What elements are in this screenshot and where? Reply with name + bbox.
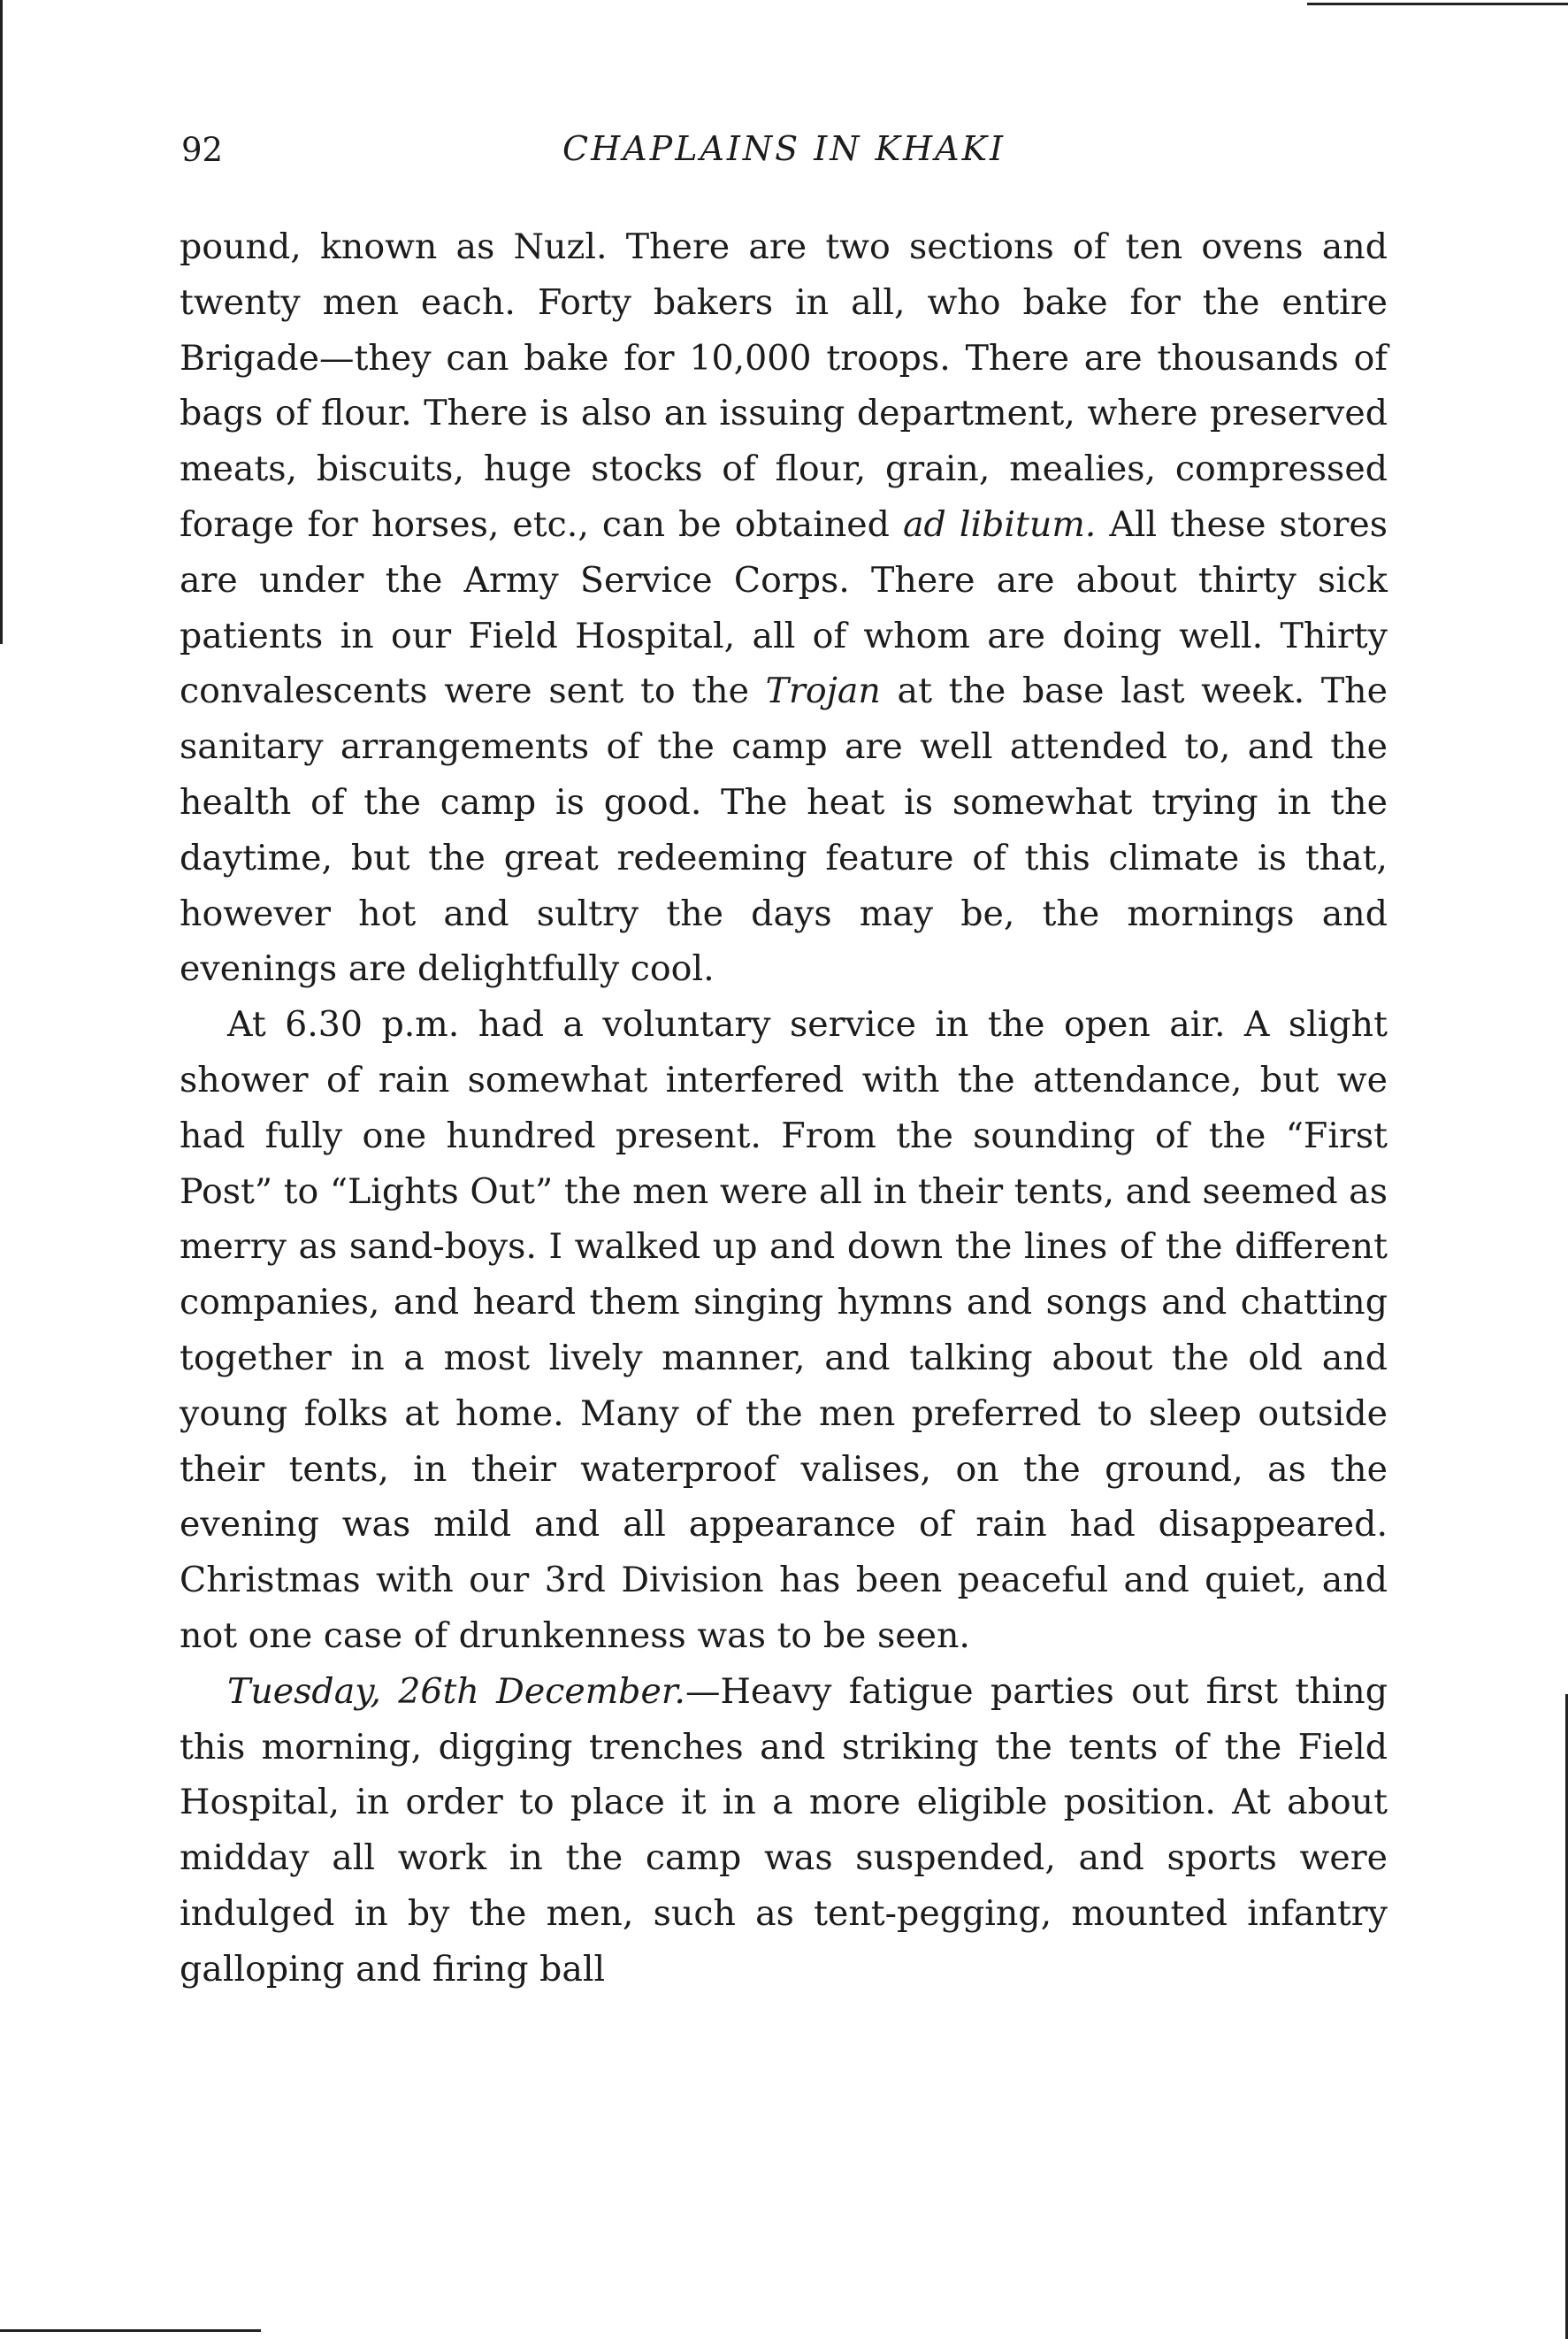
ship-name: Trojan <box>765 671 881 712</box>
scan-edge-line <box>0 0 3 644</box>
italic-phrase: ad libitum. <box>902 503 1097 545</box>
running-title: CHAPLAINS IN KHAKI <box>562 129 1006 168</box>
scan-edge-line <box>0 2329 261 2332</box>
page-number: 92 <box>181 131 224 169</box>
text-run: pound, known as Nuzl. There are two sections of ten ovens and twenty men each. Forty bakers in all, who bake for the entire Brigade—they can bake for 10,000 troops. There are thousands of bags of flour. There is also an issuing department, where preserved meats, biscuits, huge stocks of flour, grain, mealies, compressed forage for horses, etc., can be obtained <box>180 226 1388 545</box>
body-text <box>180 219 1388 1998</box>
page-header <box>181 122 1387 184</box>
paragraph <box>180 1664 1388 1998</box>
date-heading: Tuesday, 26th December. <box>227 1670 685 1712</box>
scan-edge-line <box>1307 3 1568 5</box>
text-run: at the base last week. The sanitary arrangements of the camp are well attended to, and the health of the camp is good. The heat is somewhat trying in the daytime, but the great redeeming feature of this climate is that, however hot and sultry the days may be, the mornings and evenings are delightfully cool. <box>180 671 1388 990</box>
paragraph <box>180 219 1388 997</box>
paragraph: At 6.30 p.m. had a voluntary service in the open air. A slight shower of rain somewhat interfered with the attendance, but we had fully one hundred present. From the sounding of the “First Post” to “Lights Out” the men were all in their tents, and seemed as merry as sand-boys. I walked up and down the lines of the different companies, and heard them singing hymns and songs and chatting together in a most lively manner, and talking about the old and young folks at home. Many of the men preferred to sleep outside their tents, in their waterproof valises, on the ground, as the evening was mild and all appearance of rain had disappeared. Christmas with our 3rd Division has been peaceful and quiet, and not one case of drunkenness was to be seen. <box>180 1004 1388 1656</box>
text-run: —Heavy fatigue parties out first thing this morning, digging trenches and striking the tents of the Field Hospital, in order to place it in a more eligible position. At about midday all work in the camp was suspended, and sports were indulged in by the men, such as tent-pegging, mounted infantry galloping and firing ball <box>180 1670 1388 1990</box>
text-run: All these stores are under the Army Service Corps. There are about thirty sick patients in our Field Hospital, all of whom are doing well. Thirty convalescents were sent to the <box>180 503 1388 712</box>
